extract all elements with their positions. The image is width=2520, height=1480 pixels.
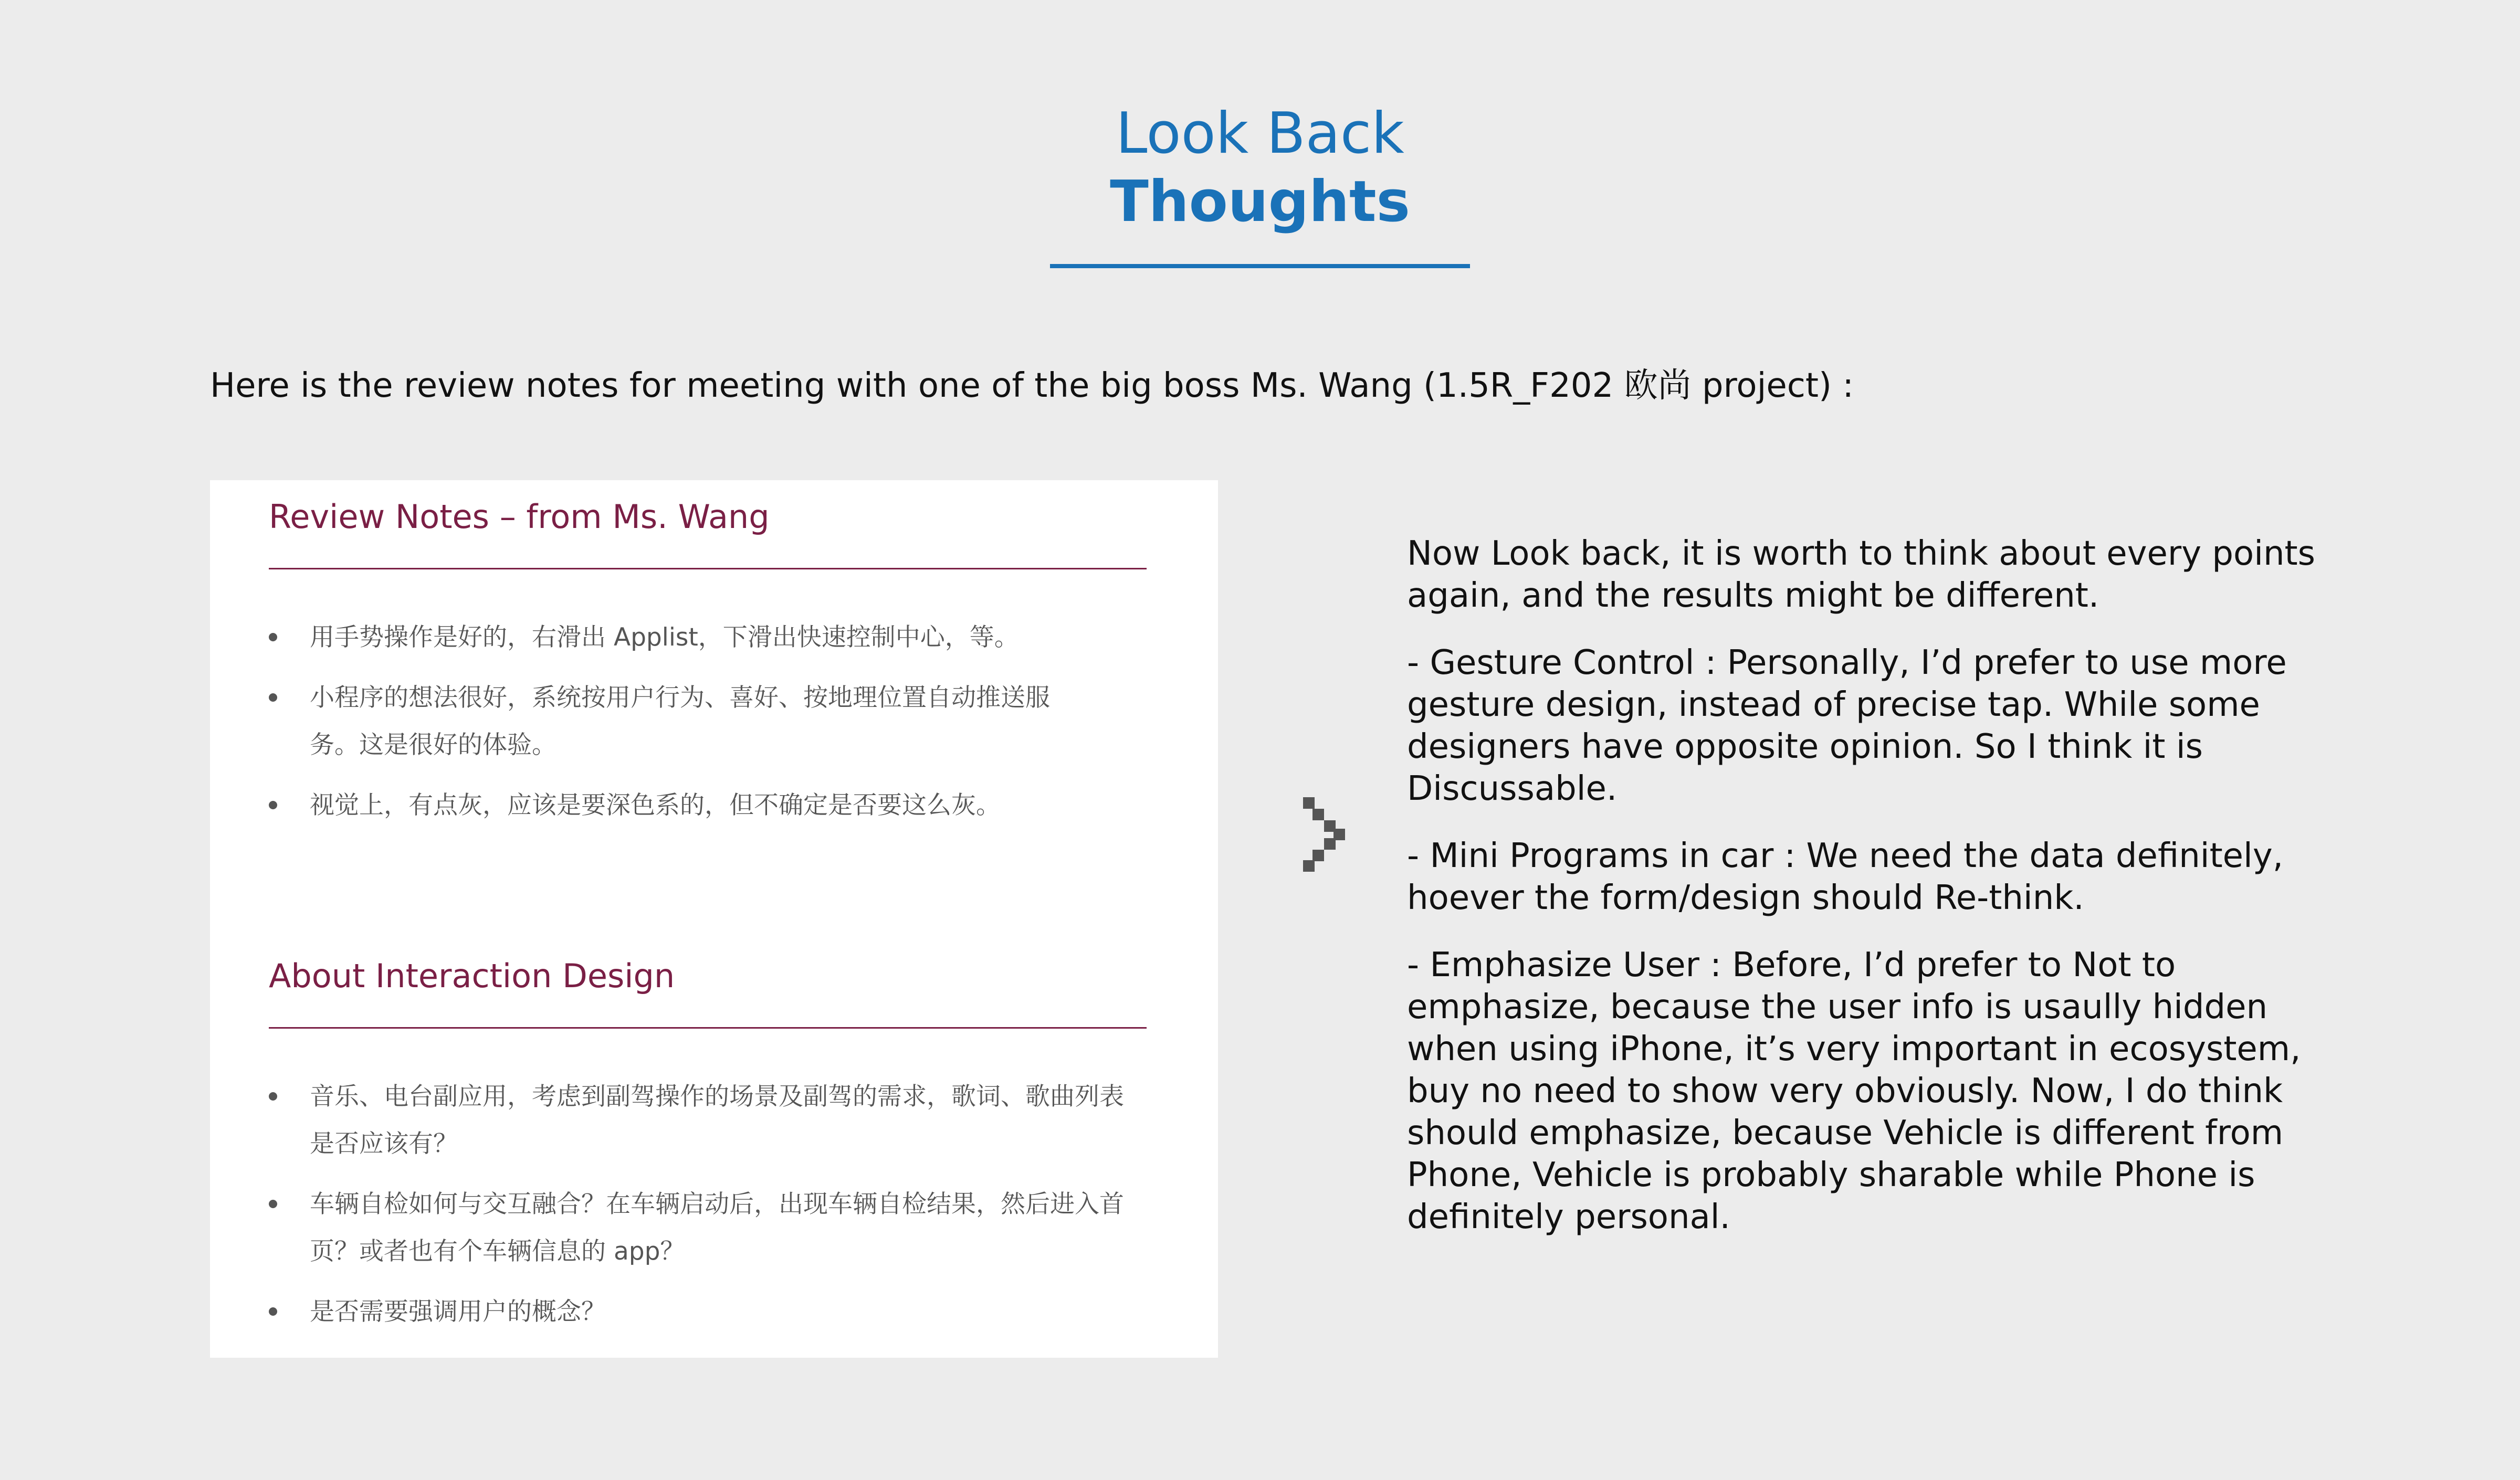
- interaction-design-divider: [269, 1027, 1147, 1029]
- reflections: [1407, 533, 2352, 1263]
- list-item: [269, 1181, 1130, 1275]
- list-item-text: 音乐、电台副应用，考虑到副驾操作的场景及副驾的需求，歌词、歌曲列表是否应该有？: [310, 1082, 1124, 1158]
- review-notes-divider: [269, 568, 1147, 569]
- bullet-dot-icon: [269, 1307, 277, 1316]
- bullet-dot-icon: [269, 1200, 277, 1208]
- list-item-text: 小程序的想法很好，系统按用户行为、喜好、按地理位置自动推送服务。这是很好的体验。: [310, 683, 1050, 759]
- list-item-text: 用手势操作是好的，右滑出 Applist，下滑出快速控制中心，等。: [310, 623, 1019, 652]
- list-item-text: 是否需要强调用户的概念？: [310, 1297, 606, 1326]
- list-item: [269, 1073, 1130, 1168]
- chevron-right-pixel-icon: [1301, 795, 1347, 874]
- page-header: [0, 100, 2520, 236]
- reflection-paragraph: - Emphasize User : Before, I’d prefer to Not to emphasize, because the user info is usaully hidden when using iPhone, it’s very important in ecosystem, buy no need to show very obviously. Now, I do think should emphasize, because Vehicle is different from Phone, Vehicle is probably sharable while Phone is definitely personal.: [1407, 946, 2301, 1236]
- notes-card: [210, 480, 1218, 1358]
- reflection-paragraph: - Mini Programs in car : We need the data definitely, hoever the form/design should Re-think.: [1407, 837, 2284, 917]
- bullet-dot-icon: [269, 1092, 277, 1101]
- page-title-line1: Look Back: [1116, 101, 1404, 166]
- title-underline: [1050, 264, 1470, 268]
- reflection-paragraph: Now Look back, it is worth to think about every points again, and the results might be different.: [1407, 534, 2315, 615]
- list-item: [269, 782, 1088, 829]
- interaction-design-title: About Interaction Design: [269, 957, 675, 995]
- bullet-dot-icon: [269, 801, 277, 809]
- interaction-design-list: [269, 1073, 1130, 1349]
- reflection-paragraph: - Gesture Control : Personally, I’d prefer to use more gesture design, instead of precise tap. While some designers have opposite opinion. So I think it is Discussable.: [1407, 643, 2287, 808]
- page-title-line2: Thoughts: [1110, 169, 1410, 235]
- intro-text: Here is the review notes for meeting with one of the big boss Ms. Wang (1.5R_F202 欧尚 project) :: [210, 366, 1854, 405]
- bullet-dot-icon: [269, 693, 277, 702]
- list-item: [269, 1288, 1130, 1336]
- review-notes-list: [269, 614, 1088, 842]
- bullet-dot-icon: [269, 633, 277, 641]
- list-item-text: 车辆自检如何与交互融合？在车辆启动后，出现车辆自检结果，然后进入首页？或者也有个车辆信息的 app？: [310, 1190, 1124, 1266]
- review-notes-title: Review Notes – from Ms. Wang: [269, 498, 770, 536]
- list-item: [269, 614, 1088, 661]
- list-item-text: 视觉上，有点灰，应该是要深色系的，但不确定是否要这么灰。: [310, 791, 1001, 820]
- list-item: [269, 674, 1088, 769]
